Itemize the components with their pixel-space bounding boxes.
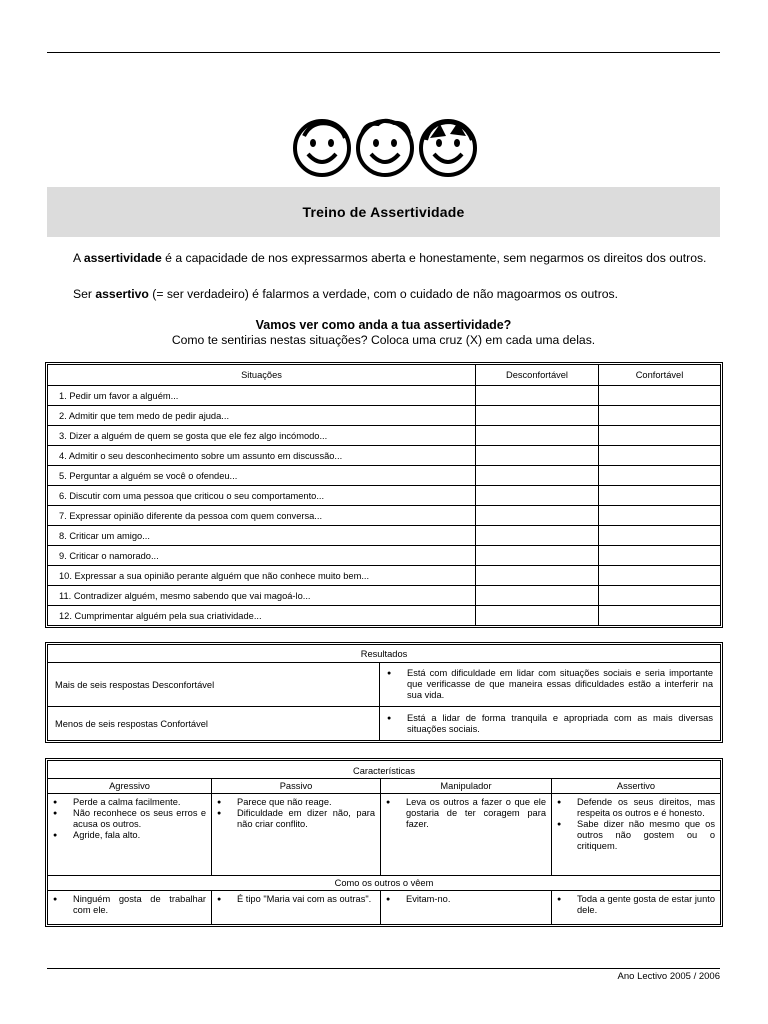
uncomfortable-checkbox-cell[interactable]: [476, 586, 599, 606]
uncomfortable-checkbox-cell[interactable]: [476, 526, 599, 546]
result-row: [48, 707, 721, 741]
situation-label: 3. Dizer a alguém de quem se gosta que ele fez algo incómodo...: [48, 426, 476, 446]
characteristics-header: Características: [48, 761, 721, 779]
result-text: ● Está a lidar de forma tranquila e apropriada com as mais diversas situações sociais.: [380, 707, 721, 741]
trait-item: ● Agride, fala alto.: [53, 830, 206, 841]
situation-label: 6. Discutir com uma pessoa que criticou o seu comportamento...: [48, 486, 476, 506]
title-band: [47, 187, 720, 237]
comfortable-checkbox-cell[interactable]: [599, 586, 721, 606]
situation-row: [48, 526, 721, 546]
perception-header: Como os outros o vêem: [48, 876, 721, 891]
result-row: [48, 663, 721, 707]
comfortable-checkbox-cell[interactable]: [599, 486, 721, 506]
situation-row: [48, 506, 721, 526]
traits-cell: [48, 794, 212, 876]
intro-paragraph-1: A assertividade é a capacidade de nos expressarmos aberta e honestamente, sem negarmos os direitos dos outros.: [73, 251, 707, 265]
footer-school-year: Ano Lectivo 2005 / 2006: [617, 971, 720, 982]
comfortable-checkbox-cell[interactable]: [599, 526, 721, 546]
situations-header-row: [48, 365, 721, 386]
top-rule: [47, 52, 720, 53]
trait-item: ● Dificuldade em dizer não, para não criar conflito.: [217, 808, 375, 830]
situation-row: [48, 426, 721, 446]
traits-cell: [212, 794, 381, 876]
trait-item: ● Sabe dizer não mesmo que os outros não gostem ou o critiquem.: [557, 819, 715, 852]
perception-cell: [212, 891, 381, 925]
situation-label: 10. Expressar a sua opinião perante alguém que não conhece muito bem...: [48, 566, 476, 586]
comfortable-checkbox-cell[interactable]: [599, 406, 721, 426]
column-agressivo: Agressivo: [48, 779, 212, 794]
perception-cell: [552, 891, 721, 925]
header-situations: Situações: [48, 365, 476, 386]
perception-row: [48, 891, 721, 925]
term-assertividade: assertividade: [83, 251, 162, 265]
situation-row: [48, 606, 721, 626]
perception-cell: [48, 891, 212, 925]
column-manipulador: Manipulador: [381, 779, 552, 794]
comfortable-checkbox-cell[interactable]: [599, 386, 721, 406]
uncomfortable-checkbox-cell[interactable]: [476, 386, 599, 406]
uncomfortable-checkbox-cell[interactable]: [476, 606, 599, 626]
situation-row: [48, 386, 721, 406]
situation-label: 7. Expressar opinião diferente da pessoa com quem conversa...: [48, 506, 476, 526]
comfortable-checkbox-cell[interactable]: [599, 566, 721, 586]
uncomfortable-checkbox-cell[interactable]: [476, 446, 599, 466]
uncomfortable-checkbox-cell[interactable]: [476, 506, 599, 526]
situation-label: 4. Admitir o seu desconhecimento sobre um assunto em discussão...: [48, 446, 476, 466]
term-assertivo: assertivo: [95, 287, 149, 301]
uncomfortable-checkbox-cell[interactable]: [476, 566, 599, 586]
column-assertivo: Assertivo: [552, 779, 721, 794]
question-title: Vamos ver como anda a tua assertividade?: [255, 318, 512, 332]
uncomfortable-checkbox-cell[interactable]: [476, 486, 599, 506]
comfortable-checkbox-cell[interactable]: [599, 606, 721, 626]
perception-item: ● Evitam-no.: [386, 894, 546, 905]
situation-row: [48, 406, 721, 426]
comfortable-checkbox-cell[interactable]: [599, 506, 721, 526]
intro-paragraph-2: Ser assertivo (= ser verdadeiro) é falarmos a verdade, com o cuidado de não magoarmos os outros.: [73, 287, 619, 301]
perception-cell: [381, 891, 552, 925]
perception-item: ● Ninguém gosta de trabalhar com ele.: [53, 894, 206, 916]
traits-cell: [381, 794, 552, 876]
comfortable-checkbox-cell[interactable]: [599, 546, 721, 566]
situations-table: [47, 364, 721, 626]
smiley-faces-icon: [290, 116, 480, 180]
result-condition: Menos de seis respostas Confortável: [48, 707, 380, 741]
traits-row: [48, 794, 721, 876]
trait-item: ● Parece que não reage.: [217, 797, 375, 808]
perception-item: ● É tipo "Maria vai com as outras".: [217, 894, 375, 905]
situation-row: [48, 566, 721, 586]
traits-cell: [552, 794, 721, 876]
uncomfortable-checkbox-cell[interactable]: [476, 466, 599, 486]
header-comfortable: Confortável: [599, 365, 721, 386]
trait-item: ● Leva os outros a fazer o que ele gostaria de ter coragem para fazer.: [386, 797, 546, 830]
page-title: Treino de Assertividade: [302, 204, 465, 220]
bottom-rule: [47, 968, 720, 969]
uncomfortable-checkbox-cell[interactable]: [476, 406, 599, 426]
results-header: Resultados: [48, 645, 721, 663]
trait-item: ● Defende os seus direitos, mas respeita os outros e é honesto.: [557, 797, 715, 819]
situation-row: [48, 586, 721, 606]
comfortable-checkbox-cell[interactable]: [599, 466, 721, 486]
result-text: ● Está com dificuldade em lidar com situações sociais e seria importante que verificasse de que maneira essas dificuldades estão a interferir na sua vida.: [380, 663, 721, 707]
perception-item: ● Toda a gente gosta de estar junto dele.: [557, 894, 715, 916]
results-table: [47, 644, 721, 741]
situation-label: 5. Perguntar a alguém se você o ofendeu...: [48, 466, 476, 486]
result-condition: Mais de seis respostas Desconfortável: [48, 663, 380, 707]
situation-label: 2. Admitir que tem medo de pedir ajuda...: [48, 406, 476, 426]
situation-row: [48, 546, 721, 566]
situation-label: 12. Cumprimentar alguém pela sua criatividade...: [48, 606, 476, 626]
characteristics-columns-row: [48, 779, 721, 794]
situation-label: 1. Pedir um favor a alguém...: [48, 386, 476, 406]
situation-label: 8. Criticar um amigo...: [48, 526, 476, 546]
situation-row: [48, 466, 721, 486]
uncomfortable-checkbox-cell[interactable]: [476, 546, 599, 566]
comfortable-checkbox-cell[interactable]: [599, 426, 721, 446]
comfortable-checkbox-cell[interactable]: [599, 446, 721, 466]
situation-label: 11. Contradizer alguém, mesmo sabendo que vai magoá-lo...: [48, 586, 476, 606]
trait-item: ● Não reconhece os seus erros e acusa os outros.: [53, 808, 206, 830]
trait-item: ● Perde a calma facilmente.: [53, 797, 206, 808]
characteristics-table: [47, 760, 721, 925]
situation-label: 9. Criticar o namorado...: [48, 546, 476, 566]
situation-row: [48, 486, 721, 506]
situation-row: [48, 446, 721, 466]
uncomfortable-checkbox-cell[interactable]: [476, 426, 599, 446]
column-passivo: Passivo: [212, 779, 381, 794]
header-uncomfortable: Desconfortável: [476, 365, 599, 386]
question-subtitle: Como te sentirias nestas situações? Coloca uma cruz (X) em cada uma delas.: [171, 333, 596, 347]
